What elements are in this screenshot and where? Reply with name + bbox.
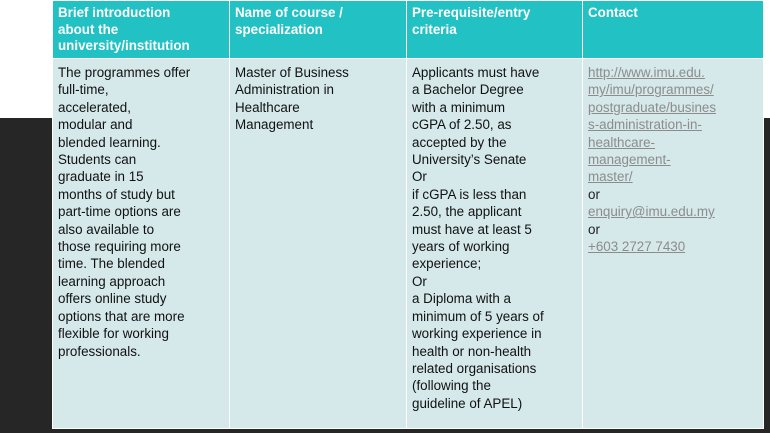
criteria-line: health or non-health [412,343,532,359]
intro-line: options that are more [58,308,185,324]
header-course-name: Name of course / specialization [230,1,407,59]
contact-or-separator: or [588,186,600,202]
programme-info-table [52,0,764,429]
criteria-line: years of working [412,239,510,255]
header-contact: Contact [583,1,764,59]
header-introduction: Brief introduction about the university/institution [53,1,230,59]
header-row [53,1,764,59]
criteria-line: Or [412,273,427,289]
criteria-line: guideline of APEL) [412,395,523,411]
intro-line: professionals. [58,343,141,359]
criteria-line: University’s Senate [412,152,527,168]
intro-line: learning approach [58,273,166,289]
criteria-line: Or [412,169,427,185]
table-row [53,59,764,429]
contact-or-separator: or [588,221,600,237]
intro-line: The programmes offer [58,65,191,80]
intro-line: offers online study [58,291,167,307]
course-line: Administration in [235,82,334,98]
course-line: Master of Business [235,65,349,80]
criteria-line: cGPA of 2.50, as [412,117,512,133]
criteria-line: minimum of 5 years of [412,308,544,324]
criteria-line: accepted by the [412,134,507,150]
criteria-line: experience; [412,256,482,272]
intro-line: those requiring more [58,239,181,255]
intro-line: flexible for working [58,326,169,342]
course-line: Management [235,117,314,133]
intro-line: Students can [58,152,137,168]
intro-line: months of study but [58,186,175,202]
course-line: Healthcare [235,99,300,115]
intro-line: part-time options are [58,204,181,220]
criteria-cell [407,59,583,429]
intro-line: time. The blended [58,256,165,272]
intro-line: also available to [58,221,155,237]
criteria-line: 2.50, the applicant [412,204,522,220]
programme-url-link[interactable]: http://www.imu.edu. my/imu/programmes/ postgraduate/busines s-administration-in- healthcare- management- master/ [588,65,717,185]
intro-line: full-time, [58,82,109,98]
contact-cell [583,59,764,429]
header-entry-criteria: Pre-requisite/entry criteria [407,1,583,59]
phone-link[interactable]: +603 2727 7430 [588,239,686,255]
intro-line: blended learning. [58,134,161,150]
criteria-line: (following the [412,378,491,394]
course-cell [230,59,407,429]
intro-cell [53,59,230,429]
criteria-line: a Bachelor Degree [412,82,524,98]
intro-line: graduate in 15 [58,169,144,185]
criteria-line: Applicants must have [412,65,540,80]
criteria-line: must have at least 5 [412,221,532,237]
intro-line: accelerated, [58,99,131,115]
criteria-line: with a minimum [412,99,506,115]
criteria-line: if cGPA is less than [412,186,527,202]
email-link[interactable]: enquiry@imu.edu.my [588,204,715,220]
criteria-line: working experience in [412,326,542,342]
criteria-line: related organisations [412,360,537,376]
criteria-line: a Diploma with a [412,291,511,307]
intro-line: modular and [58,117,133,133]
